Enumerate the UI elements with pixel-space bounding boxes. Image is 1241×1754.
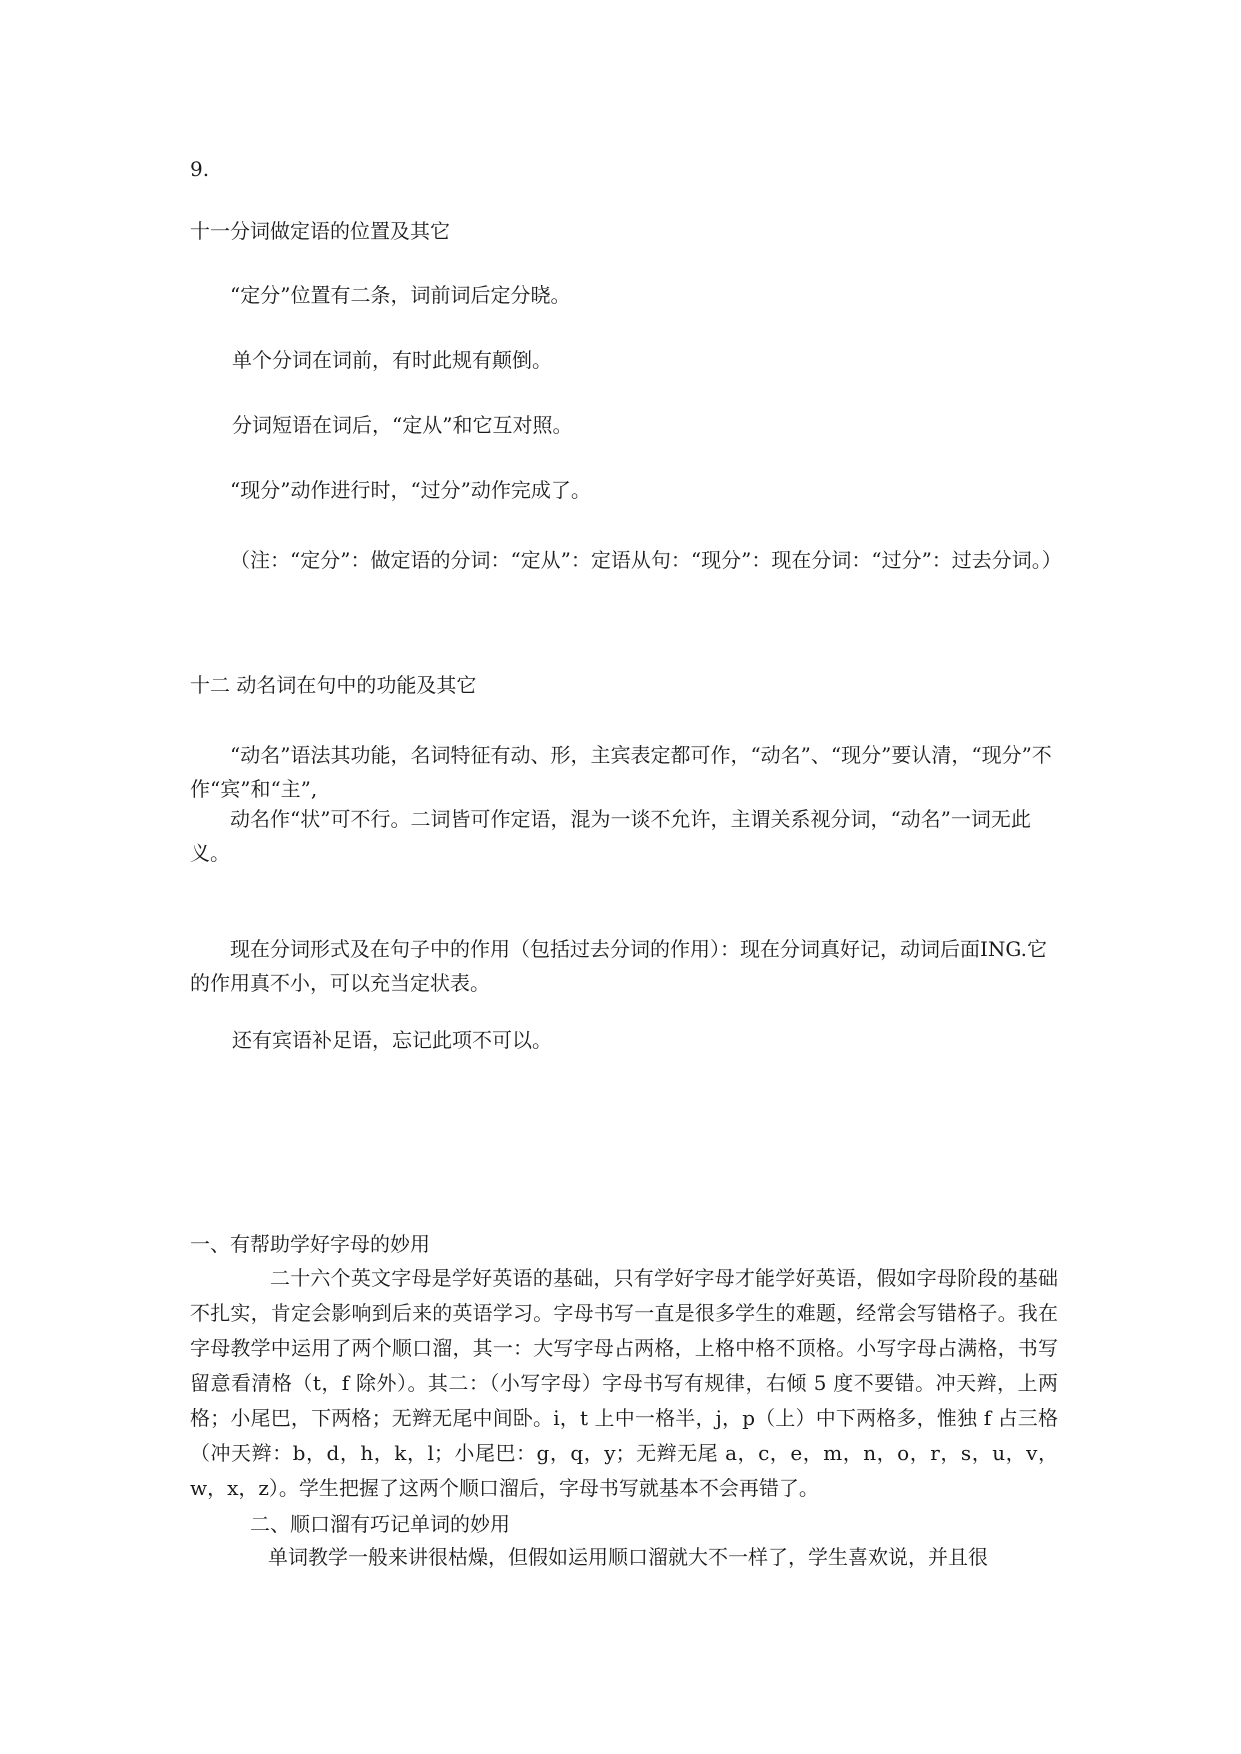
section-12-paragraph-1: “动名”语法其功能，名词特征有动、形，主宾表定都可作，“动名”、“现分”要认清，“现分”不作“宾”和“主”, — [190, 743, 1052, 801]
section-12-paragraph-4: 还有宾语补足语，忘记此项不可以。 — [232, 1028, 552, 1052]
section-11-heading: 十一分词做定语的位置及其它 — [190, 219, 450, 243]
section-11-line-2: 单个分词在词前，有时此规有颠倒。 — [232, 348, 552, 372]
section-12-heading: 十二 动名词在句中的功能及其它 — [190, 673, 477, 697]
section-11-line-1: “定分”位置有二条，词前词后定分晓。 — [230, 283, 571, 307]
part-1-heading: 一、有帮助学好字母的妙用 — [190, 1232, 430, 1256]
section-11-line-3: 分词短语在词后，“定从”和它互对照。 — [232, 413, 573, 437]
section-11-line-4: “现分”动作进行时，“过分”动作完成了。 — [230, 478, 591, 502]
page-number: 9. — [190, 157, 210, 181]
part-2-body: 单词教学一般来讲很枯燥，但假如运用顺口溜就大不一样了，学生喜欢说，并且很 — [268, 1545, 988, 1569]
part-2-heading: 二、顺口溜有巧记单词的妙用 — [250, 1512, 510, 1536]
part-1-body: 二十六个英文字母是学好英语的基础，只有学好字母才能学好英语，假如字母阶段的基础不扎实，肯定会影响到后来的英语学习。字母书写一直是很多学生的难题，经常会写错格子。我在字母教学中运用了两个顺口溜，其一：大写字母占两格，上格中格不顶格。小写字母占满格，书写留意看清格（t，f 除外）。其二：（小写字母）字母书写有规律，右倾 5 度不要错。冲天辫，上两格；小尾巴，下两格；无辫无尾中间卧。i，t 上中一格半，j，p（上）中下两格多，惟独 f 占三格（冲天辫：b，d，h，k，l；小尾巴：g，q，y；无辫无尾 a，c，e，m，n，o，r，s，u，v，w，x，z）。学生把握了这两个顺口溜后，字母书写就基本不会再错了。 — [190, 1266, 1058, 1500]
section-11-note: （注：“定分”：做定语的分词：“定从”：定语从句：“现分”：现在分词：“过分”：过去分词。） — [230, 548, 1062, 572]
section-12-paragraph-2: 动名作“状”可不行。二词皆可作定语，混为一谈不允许，主谓关系视分词，“动名”一词无此义。 — [190, 807, 1031, 865]
section-12-paragraph-3: 现在分词形式及在句子中的作用（包括过去分词的作用）：现在分词真好记，动词后面ING.它的作用真不小，可以充当定状表。 — [190, 937, 1048, 995]
